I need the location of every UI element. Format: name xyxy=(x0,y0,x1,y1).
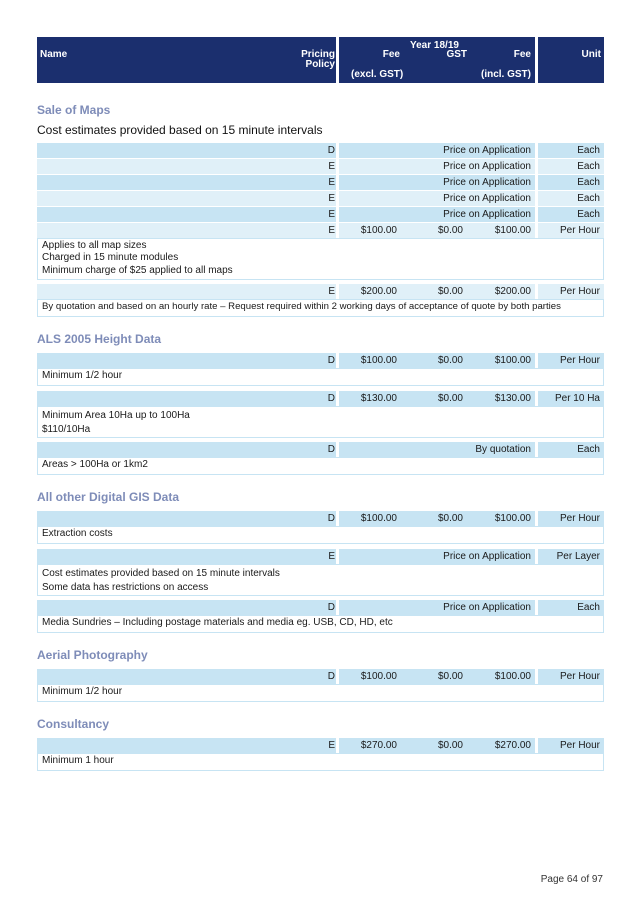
row-fees xyxy=(339,207,535,222)
row-price-span: Price on Application xyxy=(443,602,531,613)
row-unit: Each xyxy=(538,191,604,206)
section-title-sale-of-maps: Sale of Maps xyxy=(37,103,111,117)
row-unit: Per Layer xyxy=(538,549,604,564)
page-number: Page 64 of 97 xyxy=(540,874,603,885)
row-note xyxy=(37,238,604,280)
row-unit: Each xyxy=(538,207,604,222)
row-unit: Each xyxy=(538,175,604,190)
note-line: Some data has restrictions on access xyxy=(42,581,209,593)
table-row xyxy=(37,549,604,564)
table-row xyxy=(37,353,604,368)
row-policy: D xyxy=(37,600,336,615)
section-title-als: ALS 2005 Height Data xyxy=(37,332,162,346)
row-fee-incl: $100.00 xyxy=(494,513,531,524)
row-price-span: Price on Application xyxy=(443,209,531,220)
row-policy: E xyxy=(37,549,336,564)
row-fee: $100.00 xyxy=(360,355,397,366)
table-row xyxy=(37,600,604,615)
table-header xyxy=(37,37,604,83)
row-policy: D xyxy=(37,669,336,684)
note-line: Applies to all map sizes xyxy=(42,240,147,251)
row-gst: $0.00 xyxy=(437,393,463,404)
row-note: Minimum 1 hour xyxy=(37,753,604,771)
row-note: By quotation and based on an hourly rate – Request required within 2 working days of acceptance of quote by both parties xyxy=(37,299,604,317)
row-fees xyxy=(339,600,535,615)
row-policy: E xyxy=(37,207,336,222)
note-line: Minimum charge of $25 applied to all maps xyxy=(42,265,233,276)
row-gst: $0.00 xyxy=(437,513,463,524)
row-fees xyxy=(339,511,535,526)
section-title-aerial: Aerial Photography xyxy=(37,648,148,662)
row-note: Areas > 100Ha or 1km2 xyxy=(37,457,604,475)
table-row xyxy=(37,159,604,174)
header-fee-incl: Fee xyxy=(513,49,531,60)
table-row xyxy=(37,284,604,299)
row-note: Media Sundries – Including postage materials and media eg. USB, CD, HD, etc xyxy=(37,615,604,633)
row-policy: D xyxy=(37,391,336,406)
row-price-span: Price on Application xyxy=(443,145,531,156)
header-year-block xyxy=(339,37,535,83)
row-unit: Per 10 Ha xyxy=(538,391,604,406)
row-policy: D xyxy=(37,143,336,158)
table-row xyxy=(37,143,604,158)
row-gst: $0.00 xyxy=(437,225,463,236)
row-fees xyxy=(339,223,535,238)
row-unit: Per Hour xyxy=(538,353,604,368)
row-fees xyxy=(339,442,535,457)
row-fees xyxy=(339,143,535,158)
row-fees xyxy=(339,391,535,406)
row-price-span: Price on Application xyxy=(443,177,531,188)
row-fees xyxy=(339,284,535,299)
header-unit: Unit xyxy=(581,49,601,60)
row-policy: E xyxy=(37,223,336,238)
table-row xyxy=(37,442,604,457)
note-line: Cost estimates provided based on 15 minute intervals xyxy=(42,568,280,579)
header-gst: GST xyxy=(446,49,467,60)
row-policy: D xyxy=(37,353,336,368)
note-line: Minimum Area 10Ha up to 100Ha xyxy=(42,410,190,421)
note-line: Charged in 15 minute modules xyxy=(42,251,179,263)
row-gst: $0.00 xyxy=(437,286,463,297)
row-price-span: Price on Application xyxy=(443,161,531,172)
row-fees xyxy=(339,669,535,684)
row-fee-incl: $100.00 xyxy=(494,355,531,366)
table-row xyxy=(37,191,604,206)
row-fee-incl: $200.00 xyxy=(494,286,531,297)
table-row xyxy=(37,207,604,222)
row-note xyxy=(37,406,604,438)
table-row xyxy=(37,223,604,238)
row-price-span: Price on Application xyxy=(443,193,531,204)
row-unit: Each xyxy=(538,442,604,457)
row-policy: E xyxy=(37,175,336,190)
row-unit: Per Hour xyxy=(538,511,604,526)
row-note: Minimum 1/2 hour xyxy=(37,368,604,386)
header-name-block xyxy=(37,37,336,83)
row-note: Extraction costs xyxy=(37,526,604,544)
row-gst: $0.00 xyxy=(437,355,463,366)
header-excl-gst: (excl. GST) xyxy=(351,69,404,80)
table-row xyxy=(37,738,604,753)
row-fee-incl: $100.00 xyxy=(494,225,531,236)
row-policy: D xyxy=(37,442,336,457)
row-unit: Each xyxy=(538,143,604,158)
section-title-consultancy: Consultancy xyxy=(37,717,110,731)
section-title-digital: All other Digital GIS Data xyxy=(37,490,180,504)
row-fee: $100.00 xyxy=(360,671,397,682)
row-fees xyxy=(339,159,535,174)
row-fees xyxy=(339,738,535,753)
header-policy: Policy xyxy=(305,59,335,70)
row-fee-incl: $100.00 xyxy=(494,671,531,682)
row-fees xyxy=(339,191,535,206)
section-subtitle-sale-of-maps: Cost estimates provided based on 15 minute intervals xyxy=(37,123,323,137)
header-pricing: Pricing xyxy=(301,49,335,60)
row-fee: $270.00 xyxy=(360,740,397,751)
row-fee: $100.00 xyxy=(360,513,397,524)
header-year: Year 18/19 xyxy=(410,40,459,51)
table-row xyxy=(37,391,604,406)
row-policy: D xyxy=(37,511,336,526)
header-incl-gst: (incl. GST) xyxy=(481,69,531,80)
table-row xyxy=(37,669,604,684)
row-unit: Each xyxy=(538,600,604,615)
row-fees xyxy=(339,353,535,368)
header-name: Name xyxy=(40,49,68,60)
row-unit: Per Hour xyxy=(538,669,604,684)
row-policy: E xyxy=(37,159,336,174)
row-gst: $0.00 xyxy=(437,740,463,751)
row-price-span: By quotation xyxy=(475,444,531,455)
header-unit-block xyxy=(538,37,604,83)
row-fee-incl: $270.00 xyxy=(494,740,531,751)
note-line: $110/10Ha xyxy=(42,423,91,435)
row-fee-incl: $130.00 xyxy=(494,393,531,404)
row-policy: E xyxy=(37,284,336,299)
row-note xyxy=(37,564,604,596)
row-fees xyxy=(339,175,535,190)
row-unit: Per Hour xyxy=(538,284,604,299)
table-row xyxy=(37,511,604,526)
row-unit: Per Hour xyxy=(538,223,604,238)
row-fee: $200.00 xyxy=(360,286,397,297)
row-unit: Per Hour xyxy=(538,738,604,753)
row-fees xyxy=(339,549,535,564)
row-note: Minimum 1/2 hour xyxy=(37,684,604,702)
row-gst: $0.00 xyxy=(437,671,463,682)
row-unit: Each xyxy=(538,159,604,174)
row-fee: $100.00 xyxy=(360,225,397,236)
header-fee: Fee xyxy=(382,49,400,60)
table-row xyxy=(37,175,604,190)
row-fee: $130.00 xyxy=(360,393,397,404)
row-price-span: Price on Application xyxy=(443,551,531,562)
row-policy: E xyxy=(37,191,336,206)
row-policy: E xyxy=(37,738,336,753)
